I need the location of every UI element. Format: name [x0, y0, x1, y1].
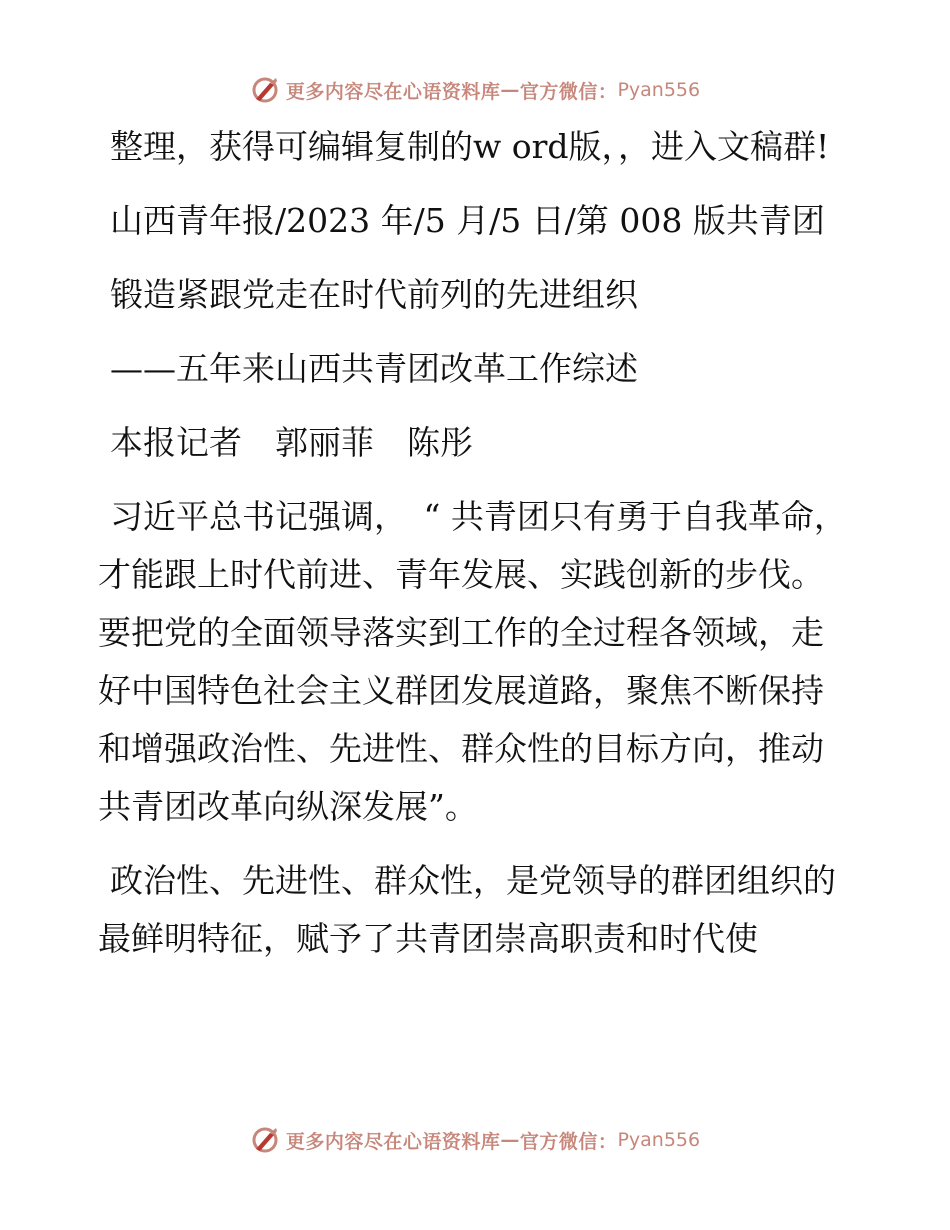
watermark-dash: —	[500, 79, 520, 101]
watermark-brand-text: 更多内容尽在心语资料库	[285, 80, 501, 103]
quill-pen-logo-icon	[250, 1125, 280, 1155]
watermark-wechat-label: 官方微信：	[519, 80, 618, 103]
article-title: 锻造紧跟党走在时代前列的先进组织	[110, 275, 638, 314]
watermark-brand-text: 更多内容尽在心语资料库	[285, 1130, 501, 1153]
watermark-wechat-id: Pyan556	[617, 1129, 701, 1151]
watermark-dash: —	[500, 1129, 520, 1151]
header-watermark	[0, 70, 950, 110]
intro-note: 整理，获得可编辑复制的w ord版，，进入文稿群!	[110, 127, 830, 166]
body-paragraph: 政治性、先进性、群众性，是党领导的群团组织的最鲜明特征，赋予了共青团崇高职责和时代使	[98, 861, 836, 958]
document-body	[98, 118, 850, 984]
body-paragraph: 习近平总书记强调， “ 共青团只有勇于自我革命，才能跟上时代前进、青年发展、实践创新的步伐。要把党的全面领导落实到工作的全过程各领域，走好中国特色社会主义群团发展道路，聚焦不断保持和增强政治性、先进性、群众性的目标方向，推动共青团改革向纵深发展”。	[98, 497, 847, 826]
quill-pen-logo-icon	[250, 75, 280, 105]
source-line: 山西青年报/2023 年/5 月/5 日/第 008 版共青团	[110, 201, 825, 240]
watermark-wechat-id: Pyan556	[617, 79, 701, 101]
watermark-wechat-label: 官方微信：	[519, 1130, 618, 1153]
footer-watermark	[0, 1120, 950, 1160]
article-subtitle: ——五年来山西共青团改革工作综述	[110, 349, 638, 388]
byline: 本报记者 郭丽菲 陈彤	[110, 423, 473, 462]
